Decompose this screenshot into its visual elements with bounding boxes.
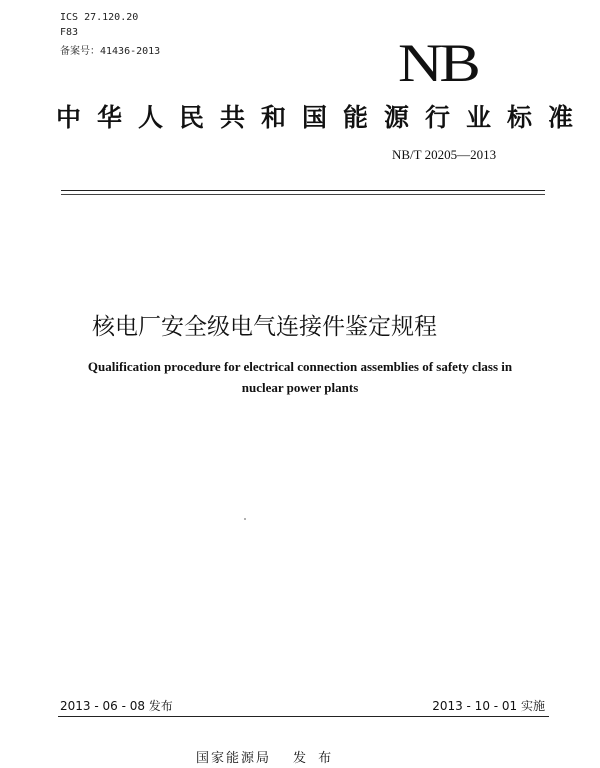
english-title-line-1: Qualification procedure for electrical connection assemblies of safety class in	[87, 359, 513, 374]
header-divider	[61, 190, 545, 191]
issuer-name: 国家能源局	[196, 751, 272, 766]
english-title-line-2: nuclear power plants	[241, 380, 359, 395]
filing-number: 备案号：41436-2013	[60, 46, 161, 57]
footer-divider	[58, 716, 549, 717]
effective-date: 2013 - 10 - 01 实施	[432, 699, 545, 713]
scan-speck	[244, 518, 246, 520]
standard-number: NB/T 20205—2013	[392, 147, 497, 162]
document-title-english	[40, 356, 560, 398]
industry-standard-title: 中华人民共和国能源行业标准	[56, 103, 590, 132]
ccs-code: F83	[60, 27, 79, 38]
ics-code: ICS 27.120.20	[60, 12, 139, 23]
publish-label: 发 布	[293, 751, 336, 766]
header-divider-secondary	[61, 194, 545, 195]
nb-logo: NB	[398, 33, 478, 93]
issue-date: 2013 - 06 - 08 发布	[60, 699, 173, 713]
document-title-chinese: 核电厂安全级电气连接件鉴定规程	[92, 314, 437, 340]
issuer-line	[196, 747, 335, 766]
